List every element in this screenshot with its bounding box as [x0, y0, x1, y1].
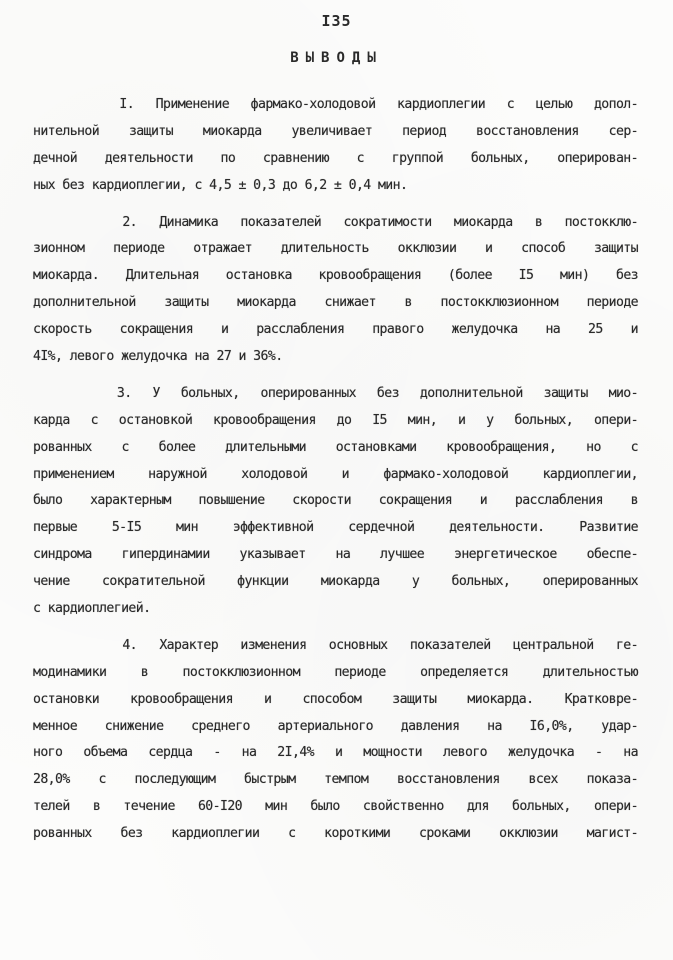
paragraph-4 — [33, 633, 638, 848]
text-line: дополнительной защиты миокарда снижает в постокклюзионном периоде — [33, 295, 638, 311]
body-text — [33, 92, 638, 848]
text-line: 4I%, левого желудочка на 27 и 36%. — [33, 349, 283, 365]
text-line: карда с остановкой кровообращения до I5 мин, и у больных, опери- — [33, 412, 638, 428]
text-line: 28,0% с последующим быстрым темпом восстановления всех показа- — [33, 772, 638, 788]
page-title: ВЫВОДЫ — [290, 50, 383, 66]
text-line: зионном периоде отражает длительность окклюзии и способ защиты — [33, 241, 638, 257]
text-line: применением наружной холодовой и фармако-холодовой кардиоплегии, — [33, 466, 638, 482]
text-line: чение сократительной функции миокарда у больных, оперированных — [33, 574, 638, 590]
text-line: было характерным повышение скорости сокращения и расслабления в — [33, 493, 638, 509]
text-line: скорость сокращения и расслабления правого желудочка на 25 и — [33, 322, 638, 338]
paragraph-2 — [33, 210, 638, 371]
text-line: синдрома гипердинамии указывает на лучшее энергетическое обеспе- — [33, 547, 638, 563]
text-line: ных без кардиоплегии, с 4,5 ± 0,3 до 6,2 ± 0,4 мин. — [33, 177, 408, 193]
text-line: ного объема сердца - на 2I,4% и мощности левого желудочка - на — [33, 745, 638, 761]
paragraph-3 — [33, 381, 638, 623]
text-line: 4. Характер изменения основных показателей центральной ге- — [33, 637, 638, 653]
text-line: телей в течение 60-I20 мин было свойственно для больных, опери- — [33, 799, 638, 815]
text-line: I. Применение фармако-холодовой кардиоплегии с целью допол- — [33, 97, 638, 112]
text-line: рованных без кардиоплегии с короткими сроками окклюзии магист- — [33, 826, 638, 842]
text-line: модинамики в постокклюзионном периоде определяется длительностью — [33, 664, 638, 680]
text-line: нительной защиты миокарда увеличивает период восстановления сер- — [33, 123, 638, 139]
paragraph-1 — [33, 92, 638, 200]
text-line: остановки кровообращения и способом защиты миокарда. Кратковре- — [33, 691, 638, 707]
page-number: I35 — [321, 12, 352, 30]
text-line: менное снижение среднего артериального давления на I6,0%, удар- — [33, 718, 638, 734]
text-line: 3. У больных, оперированных без дополнительной защиты мио- — [33, 385, 638, 401]
text-line: с кардиоплегией. — [33, 601, 151, 617]
text-line: рованных с более длительными остановками кровообращения, но с — [33, 439, 638, 455]
text-line: 2. Динамика показателей сократимости миокарда в постокклю- — [33, 214, 638, 230]
text-line: дечной деятельности по сравнению с группой больных, оперирован- — [33, 150, 638, 166]
text-line: миокарда. Длительная остановка кровообращения (более I5 мин) без — [33, 268, 638, 284]
text-line: первые 5-I5 мин эффективной сердечной деятельности. Развитие — [33, 520, 638, 536]
